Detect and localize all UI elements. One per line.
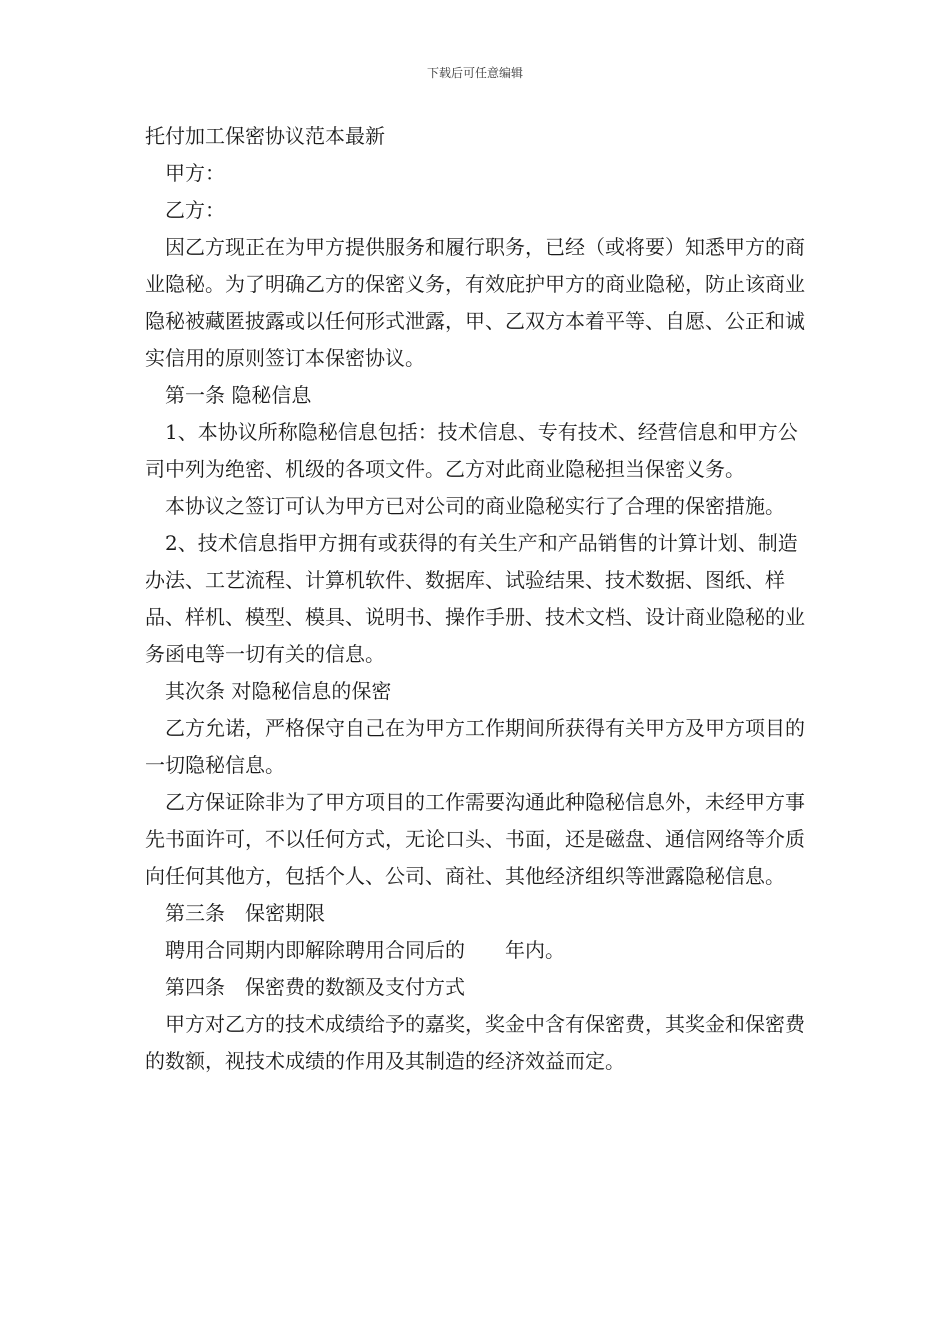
article-3-paragraph: 聘用合同期内即解除聘用合同后的 年内。 [165,938,565,962]
party-b-line: 乙方： [165,198,225,222]
article-4-paragraph: 甲方对乙方的技术成绩给予的嘉奖，奖金中含有保密费，其奖金和保密费的数额，视技术成绩的作用及其制造的经济效益而定。 [145,1012,805,1073]
article-1-note: 本协议之签订可认为甲方已对公司的商业隐秘实行了合理的保密措施。 [165,494,785,518]
party-a-line: 甲方： [165,161,225,185]
article-3-heading: 第三条 保密期限 [165,901,325,925]
document-title: 托付加工保密协议范本最新 [145,124,385,148]
article-2-paragraph-2: 乙方保证除非为了甲方项目的工作需要沟通此种隐秘信息外，未经甲方事先书面许可，不以任何方式，无论口头、书面，还是磁盘、通信网络等介质向任何其他方，包括个人、公司、商社、其他经济组织等泄露隐秘信息。 [145,790,805,888]
article-2-paragraph-1: 乙方允诺，严格保守自己在为甲方工作期间所获得有关甲方及甲方项目的一切隐秘信息。 [145,716,805,777]
preamble-paragraph: 因乙方现正在为甲方提供服务和履行职务，已经（或将要）知悉甲方的商业隐秘。为了明确乙方的保密义务，有效庇护甲方的商业隐秘，防止该商业隐秘被藏匿披露或以任何形式泄露，甲、乙双方本着平等、自愿、公正和诚实信用的原则签订本保密协议。 [145,235,805,370]
article-2-heading: 其次条 对隐秘信息的保密 [165,679,392,703]
document-body [145,118,815,1080]
article-1-clause-1: 1、本协议所称隐秘信息包括：技术信息、专有技术、经营信息和甲方公司中列为绝密、机级的各项文件。乙方对此商业隐秘担当保密义务。 [145,420,798,481]
page-header-note: 下载后可任意编辑 [426,66,523,80]
article-1-clause-2: 2、技术信息指甲方拥有或获得的有关生产和产品销售的计算计划、制造办法、工艺流程、计算机软件、数据库、试验结果、技术数据、图纸、样品、样机、模型、模具、说明书、操作手册、技术文档、设计商业隐秘的业务函电等一切有关的信息。 [145,531,805,666]
article-1-heading: 第一条 隐秘信息 [165,383,312,407]
article-4-heading: 第四条 保密费的数额及支付方式 [165,975,465,999]
